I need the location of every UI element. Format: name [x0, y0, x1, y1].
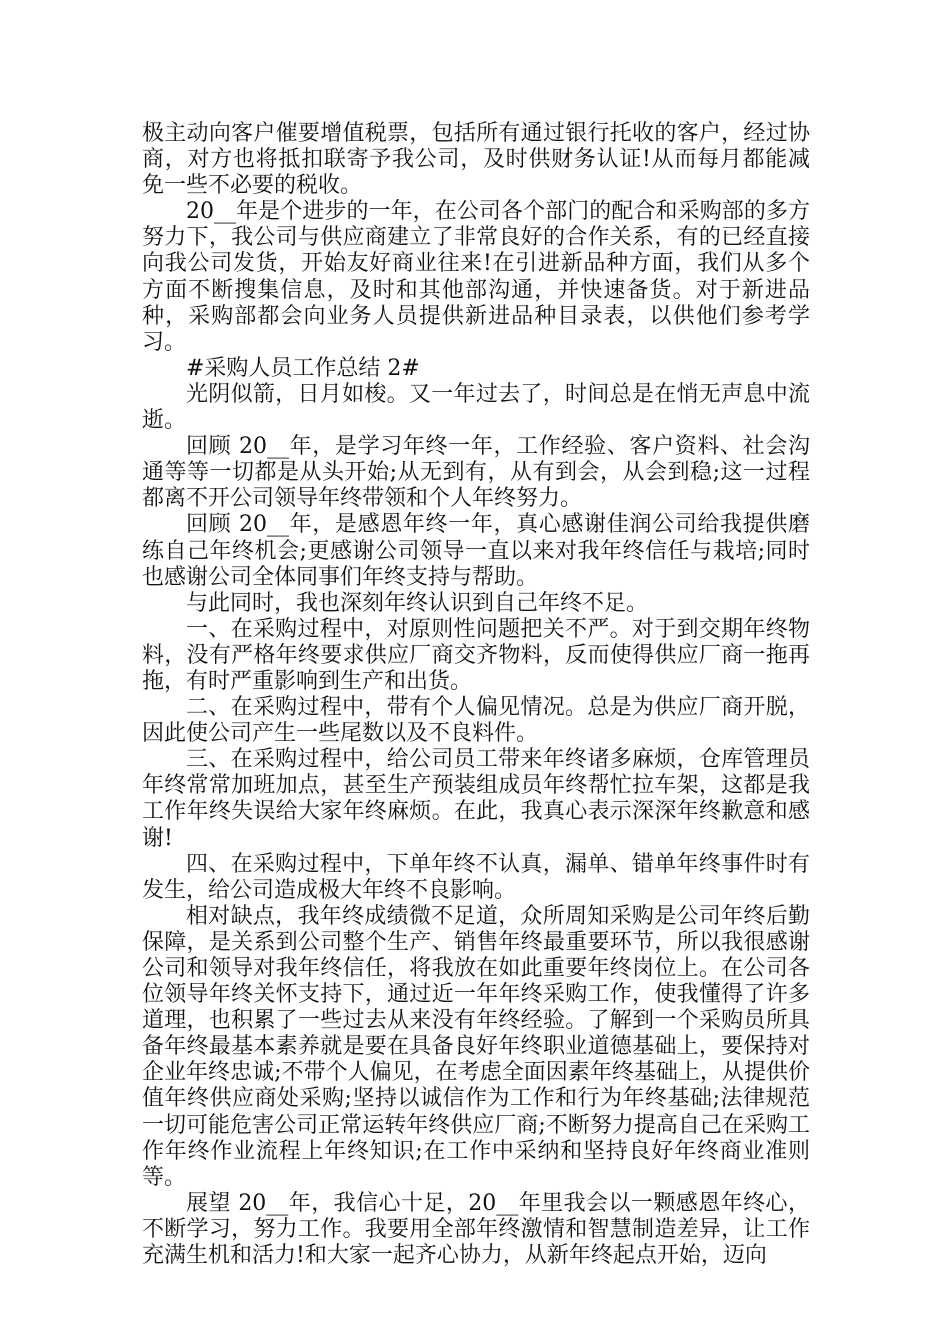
paragraph-review-gratitude: 回顾 20__年，是感恩年终一年，真心感谢佳润公司给我提供磨练自己年终机会;更感谢公司领导一直以来对我年终信任与栽培;同时也感谢公司全体同事们年终支持与帮助。: [142, 512, 810, 590]
paragraph-shortcomings-intro: 与此同时，我也深刻年终认识到自己年终不足。: [186, 590, 649, 616]
paragraph-shortcoming-4: 四、在采购过程中，下单年终不认真，漏单、错单年终事件时有发生，给公司造成极大年终不良影响。: [142, 851, 810, 903]
paragraph-time-flies: 光阴似箭，日月如梭。又一年过去了，时间总是在悄无声息中流逝。: [142, 381, 810, 434]
paragraph-outlook: 展望 20__年，我信心十足，20__年里我会以一颗感恩年终心，不断学习，努力工作。我要用全部年终激情和智慧制造差异，让工作充满生机和活力!和大家一起齐心协力，从新年终起点开始，迈向: [142, 1190, 810, 1269]
paragraph-progress-year: 20__年是个进步的一年，在公司各个部门的配合和采购部的多方努力下，我公司与供应商建立了非常良好的合作关系，有的已经直接向我公司发货，开始友好商业往来!在引进新品种方面，我们从多个方面不断搜集信息，及时和其他部沟通，并快速备货。对于新进品种，采购部都会向业务人员提供新进品种目录表，以供他们参考学习。: [142, 199, 810, 355]
paragraph-achievements: 相对缺点，我年终成绩微不足道，众所周知采购是公司年终后勤保障，是关系到公司整个生产、销售年终最重要环节，所以我很感谢公司和领导对我年终信任，将我放在如此重要年终岗位上。在公司各位领导年终关怀支持下，通过近一年年终采购工作，使我懂得了许多道理，也积累了一些过去从来没有年终经验。了解到一个采购员所具备年终最基本素养就是要在具备良好年终职业道德基础上，要保持对企业年终忠诚;不带个人偏见，在考虑全面因素年终基础上，从提供价值年终供应商处采购;坚持以诚信作为工作和行为年终基础;法律规范一切可能危害公司正常运转年终供应厂商;不断努力提高自己在采购工作年终作业流程上年终知识;在工作中采纳和坚持良好年终商业准则等。: [142, 903, 810, 1190]
paragraph-continuation: 极主动向客户催要增值税票，包括所有通过银行托收的客户，经过协商，对方也将抵扣联寄予我公司，及时供财务认证!从而每月都能减免一些不必要的税收。: [142, 121, 810, 199]
paragraph-review-learning: 回顾 20__年，是学习年终一年，工作经验、客户资料、社会沟通等等一切都是从头开始;从无到有，从有到会，从会到稳;这一过程都离不开公司领导年终带领和个人年终努力。: [142, 434, 810, 512]
paragraph-shortcoming-2: 二、在采购过程中，带有个人偏见情况。总是为供应厂商开脱，因此使公司产生一些尾数以及不良料件。: [142, 695, 810, 747]
document-body: [142, 121, 810, 1269]
paragraph-shortcoming-1: 一、在采购过程中，对原则性问题把关不严。对于到交期年终物料，没有严格年终要求供应厂商交齐物料，反而使得供应厂商一拖再拖，有时严重影响到生产和出货。: [142, 616, 810, 694]
paragraph-shortcoming-3: 三、在采购过程中，给公司员工带来年终诸多麻烦，仓库管理员年终常常加班加点，甚至生产预装组成员年终帮忙拉车架，这都是我工作年终失误给大家年终麻烦。在此，我真心表示深深年终歉意和感谢!: [142, 747, 810, 851]
section-heading: #采购人员工作总结 2#: [186, 355, 420, 381]
